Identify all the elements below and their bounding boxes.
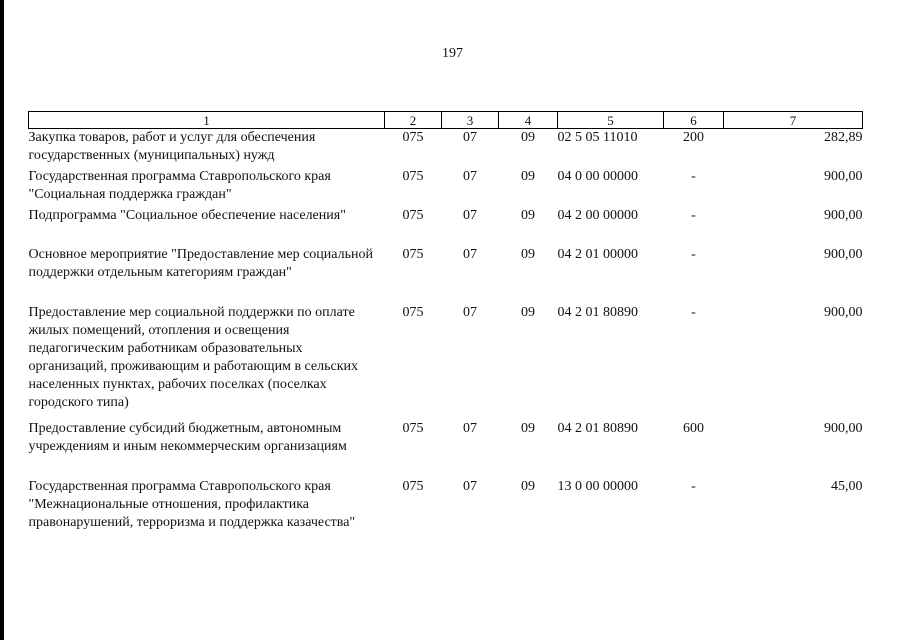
table-row [29,420,863,478]
header-cell-1: 1 [29,112,385,129]
header-cell-5: 5 [558,112,664,129]
row-col6: - [691,207,696,223]
scan-edge-border [0,0,4,640]
page-number: 197 [442,46,463,61]
row-col2: 075 [402,420,424,436]
table-row [29,304,863,420]
row-col7: 282,89 [824,130,863,145]
row-col4: 09 [521,207,535,223]
row-description: Государственная программа Ставропольского края "Социальная поддержка граждан" [28,168,331,202]
row-col5: 04 0 00 00000 [557,168,638,184]
row-col3: 07 [463,420,477,436]
row-col5: 02 5 05 11010 [557,130,638,145]
row-col6: 200 [683,130,704,145]
row-col3: 07 [463,304,477,320]
row-col5: 04 2 00 00000 [557,207,638,223]
row-col3: 07 [463,130,477,145]
row-col6: - [691,168,696,184]
header-cell-3: 3 [442,112,499,129]
table-row [29,168,863,207]
row-col5: 04 2 01 00000 [557,246,638,262]
row-col4: 09 [521,420,535,436]
row-col2: 075 [402,478,424,494]
row-col3: 07 [463,246,477,262]
row-col2: 075 [402,168,424,184]
row-col4: 09 [521,168,535,184]
row-description: Предоставление мер социальной поддержки по оплате жилых помещений, отопления и освещения педагогическим работникам образовательных организаций, проживающим и работающим в сельских населенных пунктах, рабочих поселках (поселках городского типа) [28,304,359,410]
header-cell-4: 4 [499,112,558,129]
row-description: Закупка товаров, работ и услуг для обеспечения государственных (муниципальных) нужд [28,130,316,163]
table-header-row [29,112,863,129]
row-col2: 075 [402,207,424,223]
row-col7: 45,00 [831,478,863,494]
row-col5: 13 0 00 00000 [557,478,638,494]
row-col4: 09 [521,246,535,262]
row-col6: 600 [683,420,704,436]
row-col7: 900,00 [824,207,863,223]
row-description: Предоставление субсидий бюджетным, автономным учреждениям и иным некоммерческим организациям [28,420,347,454]
row-col4: 09 [521,478,535,494]
row-col7: 900,00 [824,168,863,184]
row-col5: 04 2 01 80890 [557,304,638,320]
table-row [29,207,863,246]
row-col6: - [691,304,696,320]
row-col4: 09 [521,304,535,320]
table-row [29,129,863,168]
row-col7: 900,00 [824,246,863,262]
table-row [29,246,863,304]
row-description: Основное мероприятие "Предоставление мер социальной поддержки отдельным категориям граждан" [28,246,373,280]
header-cell-6: 6 [664,112,724,129]
row-col2: 075 [402,304,424,320]
row-col3: 07 [463,207,477,223]
row-col2: 075 [402,246,424,262]
row-col3: 07 [463,478,477,494]
header-cell-7: 7 [724,112,863,129]
row-col5: 04 2 01 80890 [557,420,638,436]
row-col6: - [691,478,696,494]
row-col7: 900,00 [824,420,863,436]
row-col3: 07 [463,168,477,184]
row-col4: 09 [521,130,535,145]
row-description: Подпрограмма "Социальное обеспечение населения" [28,207,346,223]
header-cell-2: 2 [385,112,442,129]
row-col7: 900,00 [824,304,863,320]
table-row [29,478,863,532]
budget-table [28,111,863,532]
row-col2: 075 [402,130,424,145]
row-description: Государственная программа Ставропольского края "Межнациональные отношения, профилактика правонарушений, терроризма и поддержка казачества" [28,478,356,530]
row-col6: - [691,246,696,262]
